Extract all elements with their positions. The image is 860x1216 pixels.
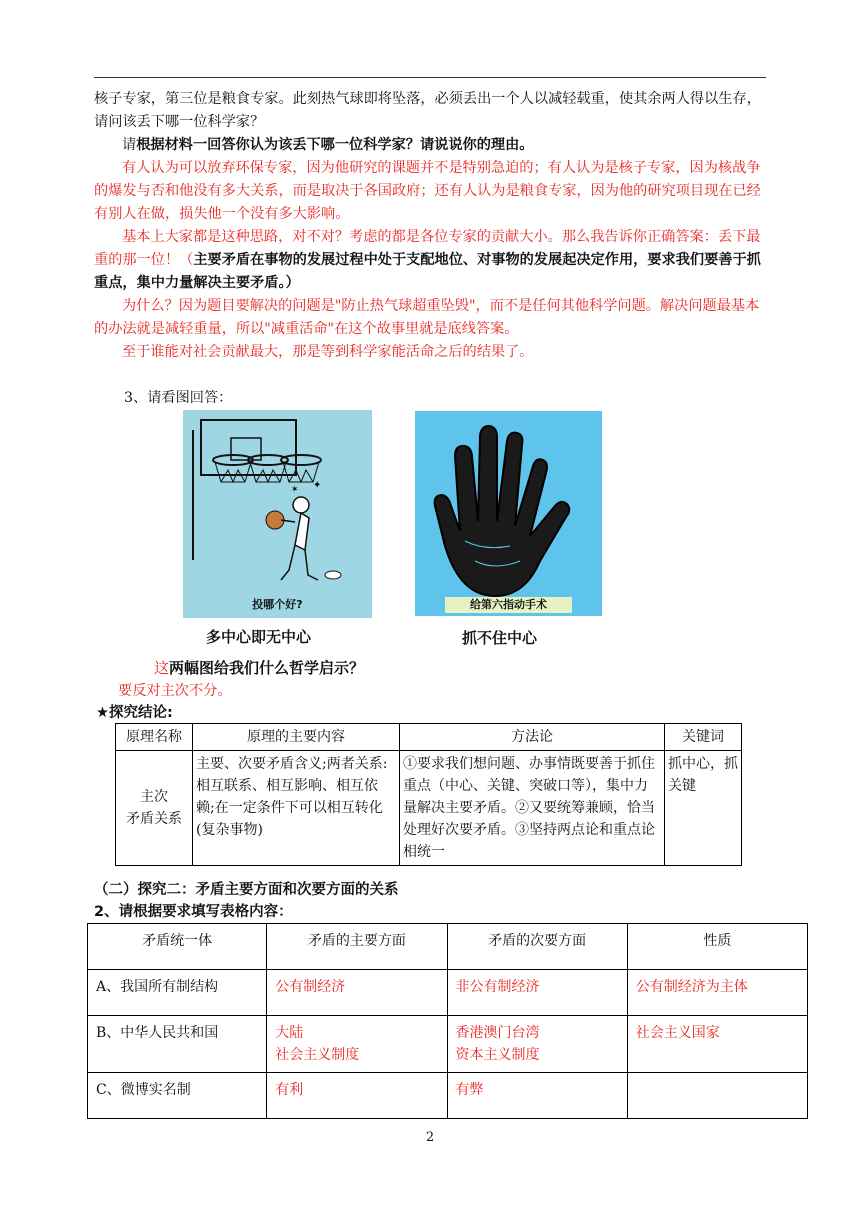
aspects-header-secondary: 矛盾的次要方面 <box>447 924 627 970</box>
aspects-cell-unity: A、我国所有制结构 <box>88 970 267 1016</box>
answer-paragraph-2-text: 基本上大家都是这种思路，对不对？考虑的都是各位专家的贡献大小。那么我告诉你正确答案：丢下最重的那一位！（ <box>94 229 761 268</box>
aspects-cell-main: 大陆 社会主义制度 <box>267 1016 447 1073</box>
answer-philosophy: 要反对主次不分。 <box>118 683 232 699</box>
aspects-header-unity: 矛盾统一体 <box>88 924 267 970</box>
aspects-cell-secondary: 有弊 <box>447 1073 627 1119</box>
aspects-cell-unity: C、微博实名制 <box>88 1073 267 1119</box>
header-name: 原理名称 <box>116 724 193 751</box>
conclusion-heading: ★探究结论: <box>96 705 173 721</box>
answer-paragraph-2 <box>94 226 768 295</box>
answer-paragraph-1: 有人认为可以放弃环保专家，因为他研究的课题并不是特别急迫的；有人认为是核子专家，因为核战争的爆发与否和他没有多大关系，而是取决于各国政府；还有人认为是粮食专家，因为他的研究项目现在已经有别人在做，损失他一个没有多大影响。 <box>94 160 761 222</box>
aspects-cell-main: 公有制经济 <box>267 970 447 1016</box>
question-bold: 根据材料一回答你认为该丢下哪一位科学家？请说说你的理由。 <box>136 137 534 153</box>
aspects-table <box>87 923 808 1119</box>
aspects-cell-secondary: 非公有制经济 <box>447 970 627 1016</box>
principle-table-header-row <box>116 724 742 751</box>
left-image-title: 多中心即无中心 <box>206 628 312 646</box>
hand-drawing <box>415 411 602 616</box>
question-philosophy <box>154 657 828 680</box>
aspects-cell-unity: B、中华人民共和国 <box>88 1016 267 1073</box>
principle-bold: 主要矛盾在事物的发展过程中处于支配地位、对事物的发展起决定作用，要求我们要善于抓重点，集中力量解决主要矛盾。） <box>94 252 761 291</box>
header-content: 原理的主要内容 <box>193 724 400 751</box>
left-image-caption: 投哪个好? <box>252 598 303 611</box>
principle-keyword-cell: 抓中心，抓关键 <box>665 751 742 866</box>
header-method: 方法论 <box>400 724 665 751</box>
aspects-table-row <box>88 1073 808 1119</box>
answer-paragraph-3: 为什么？因为题目要解决的问题是"防止热气球超重坠毁"，而不是任何其他科学问题。解决问题最基本的办法就是减轻重量，所以"减重活命"在这个故事里就是底线答案。 <box>94 298 760 337</box>
aspects-header-main: 矛盾的主要方面 <box>267 924 447 970</box>
paragraph-1: 核子专家，第三位是粮食专家。此刻热气球即将坠落，必须丢出一个人以减轻载重，使其余两人得以生存，请问该丢下哪一位科学家？ <box>94 91 761 130</box>
aspects-cell-nature <box>627 1073 807 1119</box>
svg-text:✶: ✶ <box>291 485 299 495</box>
basketball-cartoon-drawing <box>183 410 372 618</box>
principle-name-cell: 主次 矛盾关系 <box>116 751 193 866</box>
principle-table <box>115 723 742 866</box>
task-2-heading: 2、请根据要求填写表格内容： <box>94 904 293 920</box>
principle-content-cell: 主要、次要矛盾含义;两者关系:相互联系、相互影响、相互依赖;在一定条件下可以相互转化(复杂事物) <box>193 751 400 866</box>
answer-paragraph-4: 至于谁能对社会贡献最大，那是等到科学家能活命之后的结果了。 <box>122 344 534 360</box>
aspects-cell-nature: 公有制经济为主体 <box>627 970 807 1016</box>
right-image-title: 抓不住中心 <box>462 629 538 647</box>
basketball-cartoon-image <box>183 410 372 618</box>
aspects-cell-secondary: 香港澳门台湾 资本主义制度 <box>447 1016 627 1073</box>
principle-table-row <box>116 751 742 866</box>
aspects-cell-nature: 社会主义国家 <box>627 1016 807 1073</box>
question-3: 3、请看图回答： <box>124 390 233 406</box>
question-philosophy-text: 两幅图给我们什么哲学启示？ <box>169 659 365 677</box>
header-rule <box>94 77 766 78</box>
section-2-heading: （二）探究二：矛盾主要方面和次要方面的关系 <box>94 882 399 898</box>
header-keyword: 关键词 <box>665 724 742 751</box>
question-prefix: 请 <box>122 137 137 153</box>
page-number: 2 <box>425 1130 435 1145</box>
aspects-cell-main: 有利 <box>267 1073 447 1119</box>
svg-text:✦: ✦ <box>313 480 322 491</box>
aspects-table-header-row <box>88 924 808 970</box>
aspects-table-row <box>88 1016 808 1073</box>
aspects-header-nature: 性质 <box>627 924 807 970</box>
right-image-caption: 给第六指动手术 <box>445 597 572 613</box>
question-paragraph <box>94 134 768 157</box>
principle-method-cell: ①要求我们想问题、办事情既要善于抓住重点（中心、关键、突破口等），集中力量解决主要矛盾。②又要统筹兼顾，恰当处理好次要矛盾。③坚持两点论和重点论相统一 <box>400 751 665 866</box>
question-red-prefix: 这 <box>154 659 170 677</box>
aspects-table-row <box>88 970 808 1016</box>
six-finger-hand-image <box>415 411 602 616</box>
